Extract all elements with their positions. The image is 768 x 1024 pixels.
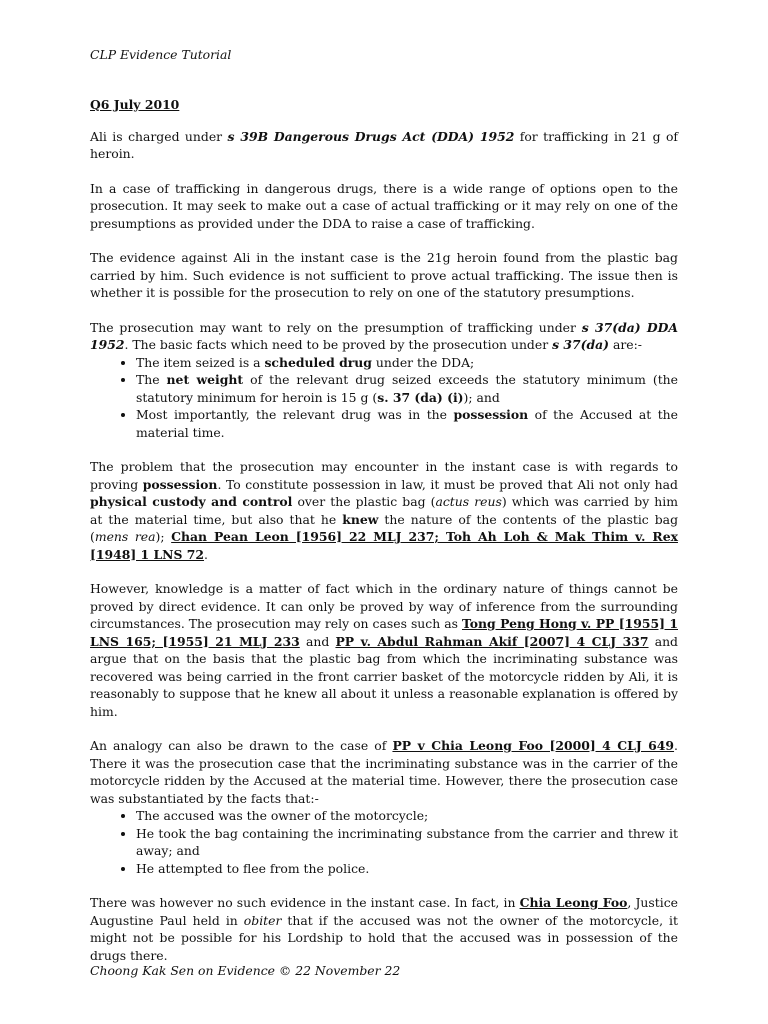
latin-term: obiter — [243, 912, 282, 928]
question-title: Q6 July 2010 — [90, 97, 180, 112]
paragraph-analogy — [90, 737, 678, 807]
text-run: The prosecution may want to rely on the presumption of trafficking under — [90, 319, 582, 335]
text-run: , Justice Augustine Paul held in — [90, 895, 678, 928]
text-run: the nature of the contents of the plastic bag ( — [90, 511, 679, 544]
paragraph-presumption — [90, 319, 678, 354]
text-run: for trafficking in 21 g of heroin. — [90, 128, 678, 161]
case-citation: PP v Chia Leong Foo [2000] 4 CLJ 649 — [392, 738, 675, 753]
list-item — [136, 354, 678, 372]
text-run: An analogy can also be drawn to the case of — [90, 738, 393, 753]
text-run: and argue that on the basis that the plastic bag from which the incriminating substance was recovered was being carried in the front carrier basket of the motorcycle ridden by Ali, it is reasonably to suppose that he knew all about it unless a reasonable explanation is offered by him. — [90, 633, 678, 719]
text-run: of the Accused at the material time. — [136, 407, 678, 440]
text-run: ); — [155, 529, 172, 544]
paragraph-options: In a case of trafficking in dangerous drugs, there is a wide range of options open to the prosecution. It may seek to make out a case of actual trafficking or it may rely on one of the presumptions as provided under the DDA to raise a case of trafficking. — [90, 180, 678, 231]
text-run: . There it was the prosecution case that the incriminating substance was in the carrier of the motorcycle ridden by the Accused at the material time. However, there the prosecution case was substantiated by the facts that:- — [90, 738, 678, 806]
text-run: . The basic facts which need to be proved by the prosecution under — [124, 337, 553, 352]
bold-term: scheduled drug — [264, 354, 372, 370]
text-run: . — [204, 546, 208, 562]
latin-term: actus reus — [435, 494, 502, 509]
paragraph-evidence: The evidence against Ali in the instant case is the 21g heroin found from the plastic bag carried by him. Such evidence is not sufficient to prove actual trafficking. The issue then is whether it is possible for the prosecution to rely on one of the statutory presumptions. — [90, 250, 678, 300]
facts-list — [90, 807, 678, 877]
paragraph-possession — [90, 458, 678, 563]
basic-facts-list — [90, 354, 678, 442]
text-run: The problem that the prosecution may encounter in the instant case is with regards to proving — [90, 459, 678, 492]
text-run: There was however no such evidence in the instant case. In fact, in — [90, 895, 520, 910]
paragraph-conclusion — [90, 894, 678, 964]
latin-term: mens rea — [94, 529, 156, 544]
bold-term: possession — [142, 476, 218, 492]
text-run: under the DDA; — [371, 354, 475, 370]
list-item: • The accused was the owner of the motorcycle; — [136, 807, 678, 825]
list-item — [136, 371, 678, 406]
text-run: of the relevant drug seized exceeds the statutory minimum (the statutory minimum for heroin is 15 g ( — [136, 372, 678, 405]
text-run: The — [136, 372, 167, 387]
text-run: The item seized is a — [136, 354, 265, 370]
bold-term: possession — [453, 407, 529, 422]
case-citation: Tong Peng Hong v. PP [1955] 1 LNS 165; [1955] 21 MLJ 233 — [90, 616, 678, 649]
statute-reference: s 37(da) — [552, 337, 610, 352]
list-item: • He took the bag containing the incriminating substance from the carrier and threw it away; and — [136, 825, 678, 860]
text-run: . To constitute possession in law, it must be proved that Ali not only had — [217, 476, 678, 492]
text-run: and — [299, 633, 336, 649]
page-footer: Choong Kak Sen on Evidence © 22 November 22 — [90, 963, 401, 978]
list-item — [136, 406, 678, 441]
bold-term: knew — [342, 511, 379, 527]
document-body — [90, 96, 678, 981]
text-run: Ali is charged under — [90, 128, 228, 144]
text-run: However, knowledge is a matter of fact which in the ordinary nature of things cannot be proved by direct evidence. It can only be proved by way of inference from the surrounding circumstances. The prosecution may rely on cases such as — [90, 581, 678, 631]
statute-reference: s 37(da) DDA 1952 — [90, 319, 678, 352]
case-citation: Chia Leong Foo — [519, 895, 628, 910]
text-run: Most importantly, the relevant drug was in the — [136, 407, 454, 422]
text-run: that if the accused was not the owner of the motorcycle, it might not be possible for his Lordship to hold that the accused was in possession of the drugs there. — [90, 912, 678, 963]
statute-reference: s. 37 (da) (i) — [377, 389, 464, 405]
page-header: CLP Evidence Tutorial — [90, 47, 232, 62]
case-citation: PP v. Abdul Rahman Akif [2007] 4 CLJ 337 — [335, 633, 649, 649]
text-run: are:- — [609, 337, 642, 352]
bold-term: physical custody and control — [90, 494, 293, 509]
text-run: over the plastic bag ( — [292, 494, 436, 509]
text-run: ); and — [463, 389, 500, 405]
case-citation: Chan Pean Leon [1956] 22 MLJ 237; Toh Ah Loh & Mak Thim v. Rex [1948] 1 LNS 72 — [90, 529, 678, 562]
paragraph-knowledge — [90, 580, 678, 720]
text-run: ) which was carried by him at the material time, but also that he — [90, 494, 678, 527]
paragraph-charge — [90, 128, 678, 163]
list-item: • He attempted to flee from the police. — [136, 860, 678, 878]
statute-reference: s 39B Dangerous Drugs Act (DDA) 1952 — [227, 128, 515, 144]
bold-term: net weight — [166, 372, 244, 387]
